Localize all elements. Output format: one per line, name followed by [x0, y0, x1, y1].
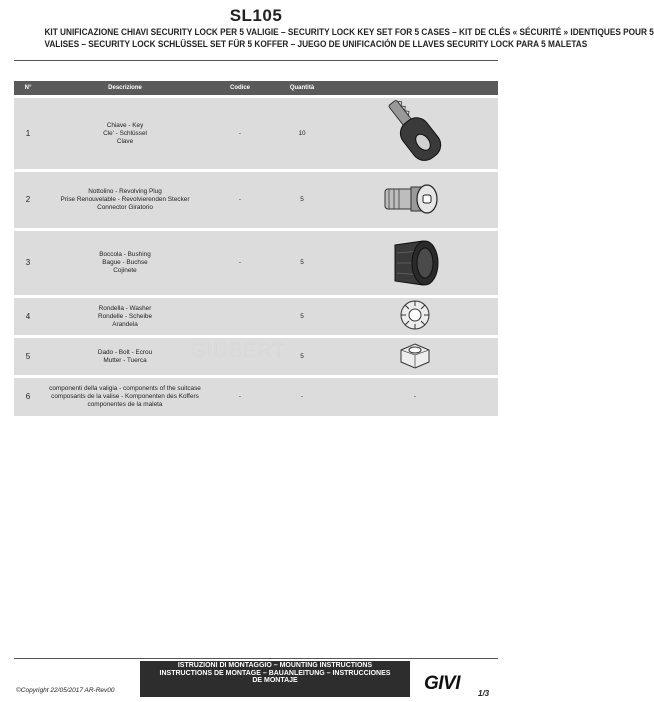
row-image-placeholder: -: [332, 378, 498, 416]
top-divider: [14, 60, 498, 61]
row-number: 2: [14, 172, 42, 228]
row-code: [208, 298, 272, 335]
col-header-desc: Descrizione: [42, 81, 208, 95]
row-description: Boccola - Bushing Bague - Buchse Cojinete: [42, 231, 208, 295]
col-header-codice: Codice: [208, 81, 272, 95]
document-subtitle: [44, 27, 654, 51]
table-row: [14, 298, 498, 335]
parts-table: [14, 81, 498, 416]
row-quantity: 5: [272, 172, 332, 228]
row-description: Dado - Bolt - Ecrou Mutter - Tuerca: [42, 338, 208, 375]
row-code: -: [208, 231, 272, 295]
document-code: SL105: [229, 6, 283, 25]
row-code: -: [208, 172, 272, 228]
bushing-icon: [332, 231, 498, 295]
row-number: 3: [14, 231, 42, 295]
col-header-qty: Quantità: [272, 81, 332, 95]
row-code: -: [208, 378, 272, 416]
page-number: 1/3: [478, 689, 490, 698]
givi-logo: [424, 672, 472, 697]
row-quantity: 10: [272, 98, 332, 169]
table-header-row: [14, 81, 498, 95]
table-row: [14, 231, 498, 295]
row-quantity: 5: [272, 231, 332, 295]
watermark: GIUBERT: [190, 340, 286, 362]
svg-text:GIVI: GIVI: [424, 673, 461, 694]
key-icon: [332, 98, 498, 169]
row-quantity: 5: [272, 338, 332, 375]
copyright-notice: ©Copyright 22/05/2017 AR-Rev00: [16, 687, 115, 694]
bottom-divider: [14, 658, 498, 659]
row-description: Chiave - Key Cle' - Schlüssel Clave: [42, 98, 208, 169]
nut-icon: [332, 338, 498, 375]
lock-plug-icon: [332, 172, 498, 228]
table-row: [14, 172, 498, 228]
row-description: componenti della valigia - components of the suitcase composants de la valise - Komponenten des Koffers componentes de la maleta: [42, 378, 208, 416]
row-number: 1: [14, 98, 42, 169]
table-row: [14, 378, 498, 416]
row-number: 6: [14, 378, 42, 416]
col-header-num: N°: [14, 81, 42, 95]
subtitle-line-1: KIT UNIFICAZIONE CHIAVI SECURITY LOCK PER 5 VALIGIE – SECURITY LOCK KEY SET FOR 5 CASES – KIT DE CLÉS « SÉCURITÉ » IDENTIQUES POUR 5: [44, 27, 654, 38]
row-code: -: [208, 98, 272, 169]
row-quantity: -: [272, 378, 332, 416]
col-header-image: [332, 81, 498, 95]
row-description: Rondella - Washer Rondelle - Scheibe Arandela: [42, 298, 208, 335]
row-quantity: 5: [272, 298, 332, 335]
row-number: 5: [14, 338, 42, 375]
washer-icon: [332, 298, 498, 335]
subtitle-line-2: VALISES – SECURITY LOCK SCHLÜSSEL SET FÜR 5 KOFFER – JUEGO DE UNIFICACIÓN DE LLAVES SECURITY LOCK PARA 5 MALETAS: [44, 39, 588, 50]
row-description: Nottolino - Revolving Plug Prise Renouvelable - Revolvierenden Stecker Connector Giratorio: [42, 172, 208, 228]
table-row: [14, 98, 498, 169]
row-number: 4: [14, 298, 42, 335]
footer-title: ISTRUZIONI DI MONTAGGIO – MOUNTING INSTRUCTIONS INSTRUCTIONS DE MONTAGE – BAUANLEITUNG – INSTRUCCIONES DE MONTAJE: [159, 662, 391, 685]
